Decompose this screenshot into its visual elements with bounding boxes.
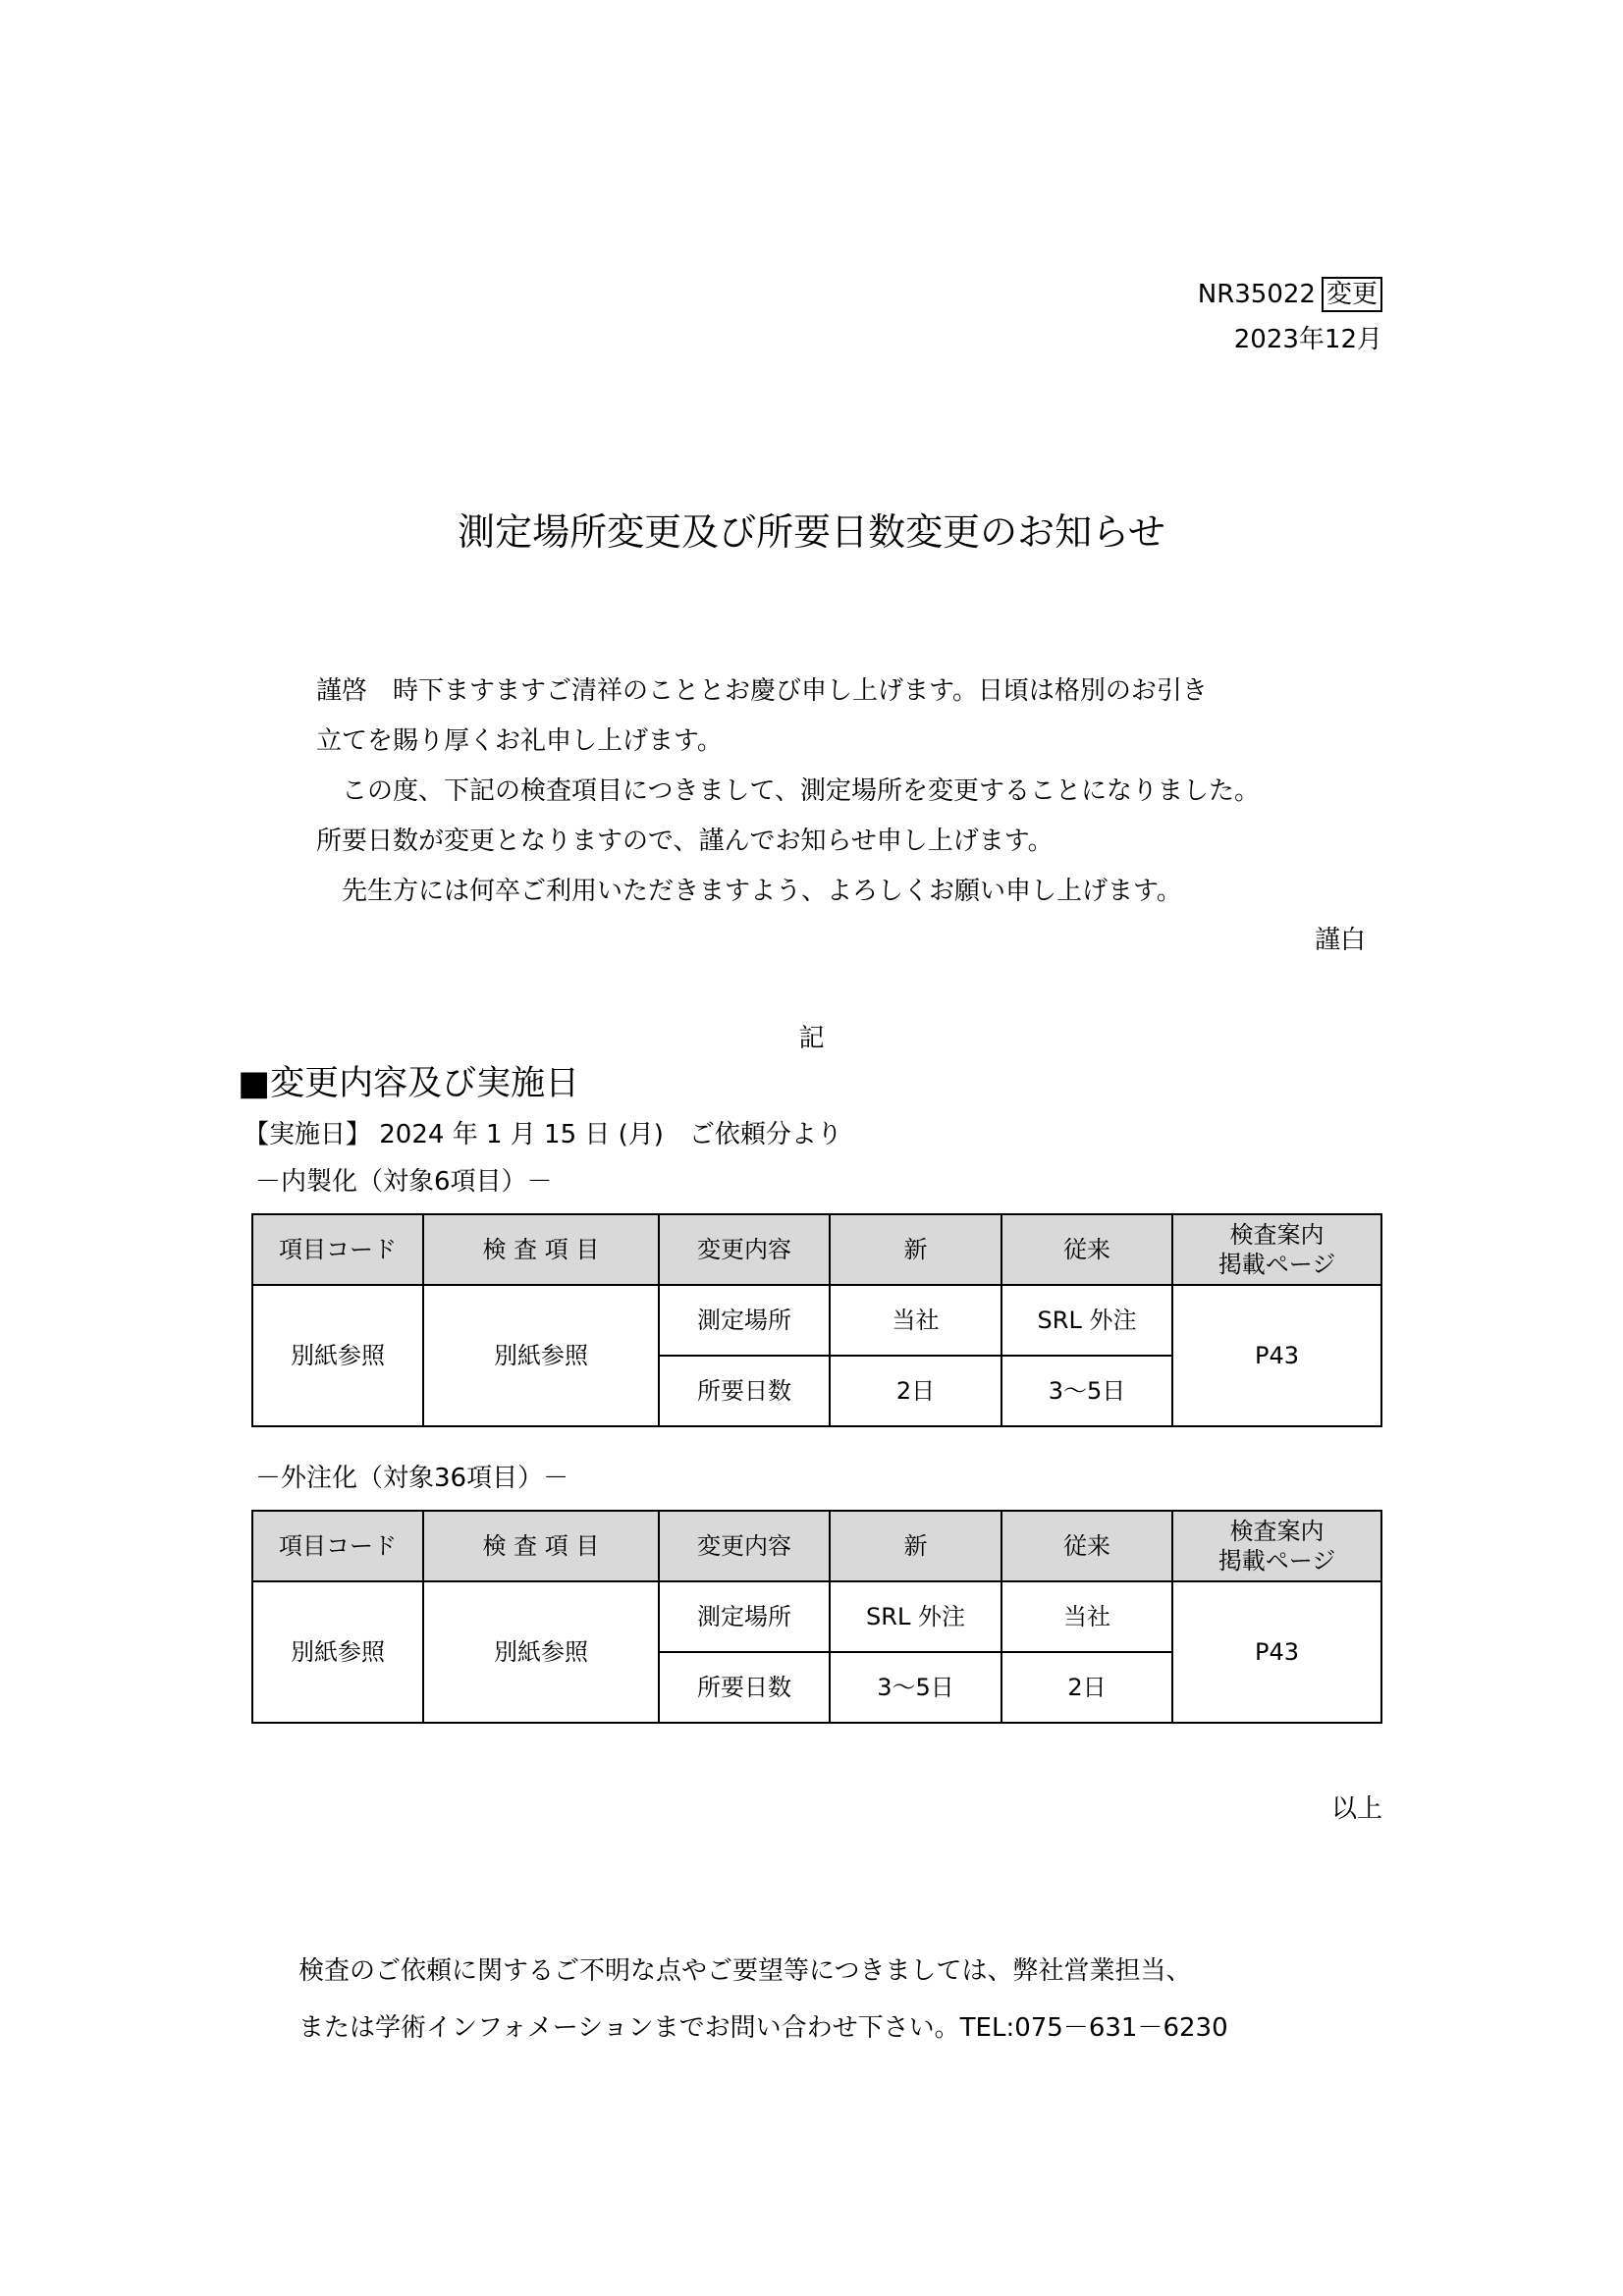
- cell-code: 別紙参照: [252, 1285, 423, 1426]
- closing-word: 謹白: [1314, 926, 1366, 955]
- cell-change: 測定場所: [659, 1581, 830, 1652]
- header-code: 項目コード: [252, 1214, 423, 1285]
- cell-page: P43: [1172, 1581, 1381, 1723]
- header-item: 検 査 項 目: [423, 1511, 659, 1581]
- change-badge: 変更: [1322, 277, 1382, 312]
- ki-heading: 記: [798, 1024, 825, 1053]
- body-line-3: この度、下記の検査項目につきまして、測定場所を変更することになりました。: [316, 776, 1260, 806]
- section-title: ■変更内容及び実施日: [238, 1064, 580, 1103]
- closing-ijo: 以上: [1330, 1794, 1382, 1824]
- body-line-5: 先生方には何卒ご利用いただきますよう、よろしくお願い申し上げます。: [316, 877, 1182, 906]
- header-change: 変更内容: [659, 1214, 830, 1285]
- cell-old: 当社: [1001, 1581, 1172, 1652]
- table-header-row: [252, 1214, 1381, 1285]
- implementation-date: 【実施日】 2024 年 1 月 15 日 (月) ご依頼分より: [243, 1120, 842, 1149]
- body-line-1: 謹啓 時下ますますご清祥のこととお慶び申し上げます。日頃は格別のお引き: [316, 676, 1208, 706]
- body-line-2: 立てを賜り厚くお礼申し上げます。: [316, 726, 723, 756]
- cell-change: 測定場所: [659, 1285, 830, 1356]
- body-line-4: 所要日数が変更となりますので、謹んでお知らせ申し上げます。: [316, 827, 1054, 856]
- cell-new: SRL 外注: [830, 1581, 1001, 1652]
- change-table-insourcing: [251, 1213, 1382, 1427]
- header-page: [1172, 1511, 1381, 1581]
- cell-new: 2日: [830, 1356, 1001, 1426]
- cell-code: 別紙参照: [252, 1581, 423, 1723]
- cell-page: P43: [1172, 1285, 1381, 1426]
- header-code: 項目コード: [252, 1511, 423, 1581]
- cell-old: SRL 外注: [1001, 1285, 1172, 1356]
- table-2-label: －外注化（対象36項目）－: [255, 1464, 569, 1493]
- table-row: [252, 1581, 1381, 1652]
- change-table-outsourcing: [251, 1510, 1382, 1724]
- header-new: 新: [830, 1214, 1001, 1285]
- page-title: 測定場所変更及び所要日数変更のお知らせ: [458, 510, 1165, 554]
- cell-item: 別紙参照: [423, 1285, 659, 1426]
- cell-new: 当社: [830, 1285, 1001, 1356]
- header-change: 変更内容: [659, 1511, 830, 1581]
- header-page-line1: 検査案内: [1229, 1518, 1325, 1545]
- header-page-line2: 掲載ページ: [1217, 1251, 1336, 1278]
- footer-line-1: 検査のご依頼に関するご不明な点やご要望等につきましては、弊社営業担当、: [298, 1956, 1192, 1986]
- header-page-line2: 掲載ページ: [1217, 1547, 1336, 1575]
- table-row: [252, 1285, 1381, 1356]
- table-1-label: －内製化（対象6項目）－: [255, 1167, 553, 1197]
- document-number: NR35022: [1197, 280, 1316, 309]
- footer-line-2: または学術インフォメーションまでお問い合わせ下さい。TEL:075－631－6230: [298, 2013, 1228, 2043]
- cell-new: 3～5日: [830, 1652, 1001, 1723]
- header-page-line1: 検査案内: [1229, 1221, 1325, 1249]
- cell-old: 2日: [1001, 1652, 1172, 1723]
- document-date: 2023年12月: [1233, 325, 1382, 354]
- document-code: [1198, 277, 1382, 312]
- header-page: [1172, 1214, 1381, 1285]
- header-old: 従来: [1001, 1511, 1172, 1581]
- cell-old: 3～5日: [1001, 1356, 1172, 1426]
- cell-change: 所要日数: [659, 1652, 830, 1723]
- header-new: 新: [830, 1511, 1001, 1581]
- cell-change: 所要日数: [659, 1356, 830, 1426]
- header-old: 従来: [1001, 1214, 1172, 1285]
- table-header-row: [252, 1511, 1381, 1581]
- cell-item: 別紙参照: [423, 1581, 659, 1723]
- header-item: 検 査 項 目: [423, 1214, 659, 1285]
